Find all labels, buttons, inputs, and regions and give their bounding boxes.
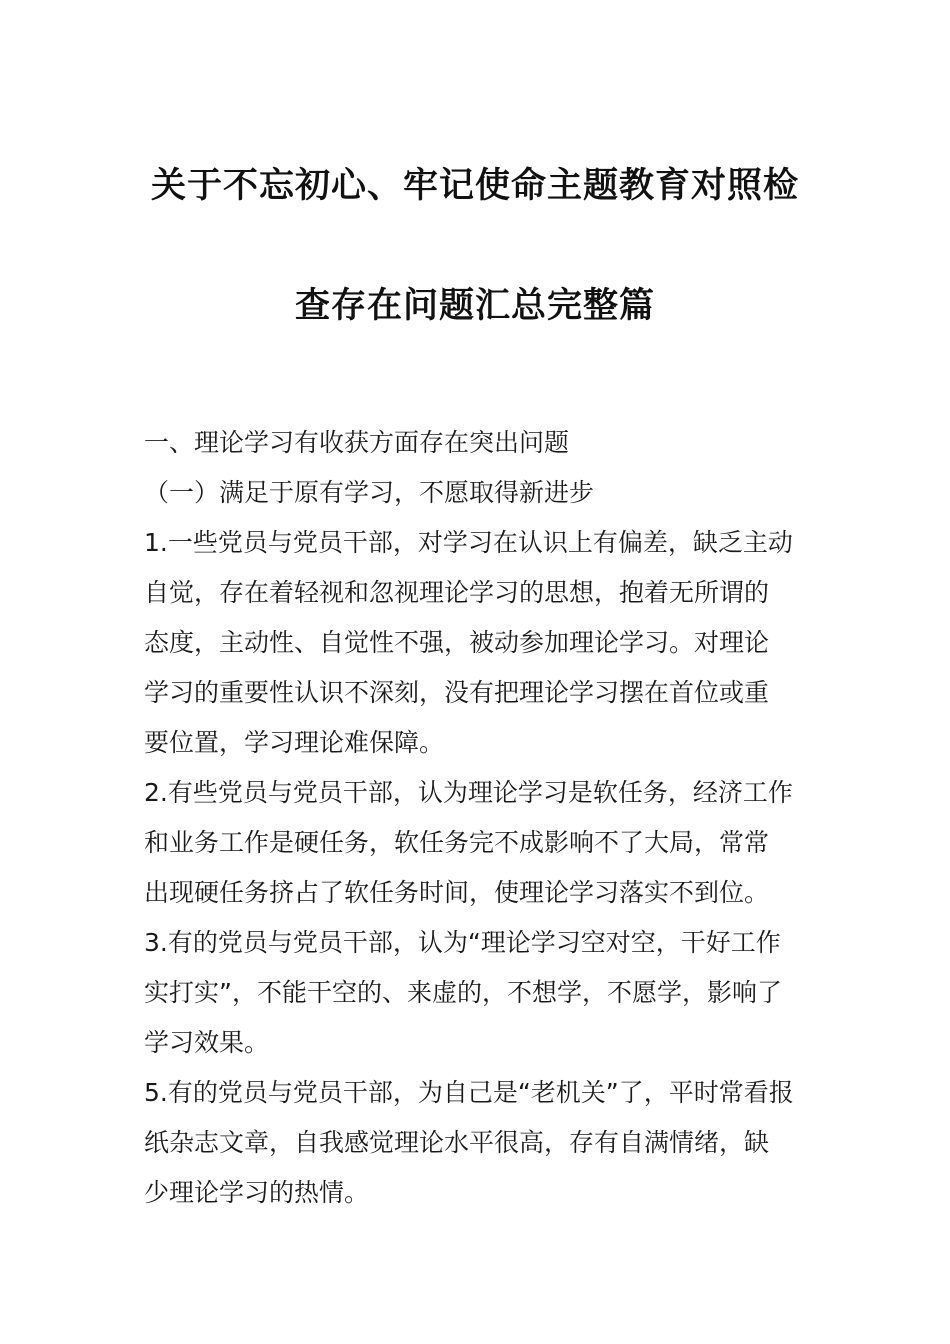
document-title-line-2: 查存在问题汇总完整篇 xyxy=(294,286,655,326)
body-line: 实打实”，不能干空的、来虚的，不想学，不愿学，影响了 xyxy=(144,978,782,1007)
body-line: 学习效果。 xyxy=(144,1028,270,1057)
body-line: 2.有些党员与党员干部，认为理论学习是软任务，经济工作 xyxy=(144,778,793,807)
body-line: 1.一些党员与党员干部，对学习在认识上有偏差，缺乏主动 xyxy=(144,528,793,557)
body-line: 和业务工作是硬任务，软任务完不成影响不了大局，常常 xyxy=(144,828,770,857)
body-line: 纸杂志文章，自我感觉理论水平很高，存有自满情绪，缺 xyxy=(144,1128,770,1157)
body-line: 自觉，存在着轻视和忽视理论学习的思想，抱着无所谓的 xyxy=(144,578,770,607)
body-line: 学习的重要性认识不深刻，没有把理论学习摆在首位或重 xyxy=(144,678,770,707)
document-title-line-1: 关于不忘初心、牢记使命主题教育对照检 xyxy=(150,166,799,206)
section-heading: 一、理论学习有收获方面存在突出问题 xyxy=(144,428,570,457)
document-body xyxy=(144,418,808,1218)
body-line: 出现硬任务挤占了软任务时间，使理论学习落实不到位。 xyxy=(144,878,770,907)
body-line: 5.有的党员与党员干部，为自己是“老机关”了，平时常看报 xyxy=(144,1078,794,1107)
body-line: 3.有的党员与党员干部，认为“理论学习空对空，干好工作 xyxy=(144,928,781,957)
body-line: 要位置，学习理论难保障。 xyxy=(144,728,445,757)
body-line: 少理论学习的热情。 xyxy=(144,1178,370,1207)
body-line: 态度，主动性、自觉性不强，被动参加理论学习。对理论 xyxy=(144,628,770,657)
subsection-heading: （一）满足于原有学习，不愿取得新进步 xyxy=(144,478,595,507)
